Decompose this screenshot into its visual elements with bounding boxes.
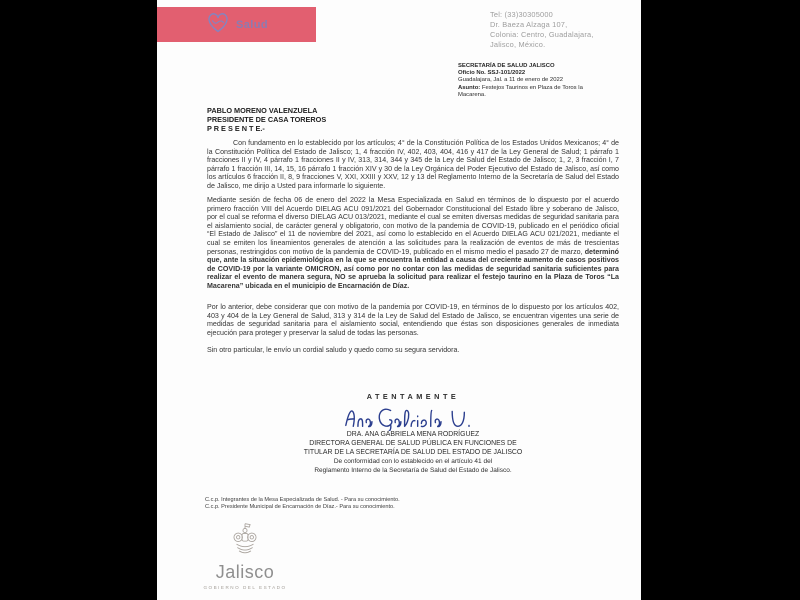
addressee-block	[207, 106, 326, 133]
ccp-block	[205, 497, 400, 511]
oficio-header-block	[458, 63, 606, 99]
contact-address-line: Jalisco, México.	[490, 39, 546, 49]
salud-heart-logo-icon	[205, 10, 231, 39]
paragraph-farewell: Sin otro particular, le envío un cordial saludo y quedo como su segura servidora.	[207, 346, 460, 355]
oficio-date: Guadalajara, Jal. a 11 de enero de 2022	[458, 77, 564, 84]
resolution-text: Mediante sesión de fecha 06 de enero del 2022 la Mesa Especializada en Salud en términos de lo dispuesto por el acuerdo primero fracción VIII del Acuerdo DIELAG ACU 091/2021 del Gobernador Constitucional del Estado libre y soberano de Jalisco, por el cual se reforma el diverso DIELAG ACU 013/2021, mediante el cual se emiten diversas medidas de seguridad sanitaria para el aislamiento social, de carácter general y obligatorio, con motivo de la pandemia de COVID-19, publicado en el periódico oficial “El Estado de Jalisco” el 11 de noviembre del 2021, así como lo establecido en el Acuerdo DIELAG ACU 021/2021, mediante el cual se emiten los lineamientos generales de atención a las solicitudes para la realización de eventos de más de trescientas personas, restringidos con motivo de la pandemia de COVID-19, publicado en el mismo medio el pasado 27 de marzo,	[207, 196, 619, 256]
ccp-line: C.c.p. Integrantes de la Mesa Especializada de Salud. - Para su conocimiento.	[205, 497, 400, 503]
contact-address-line: Colonia: Centro, Guadalajara,	[490, 29, 594, 39]
subject-label: Asunto:	[458, 84, 481, 91]
addressee-presente: P R E S E N T E.-	[207, 124, 265, 133]
oficio-number: Oficio No. SSJ-101/2022	[458, 70, 526, 77]
salutation-atentamente: ATENTAMENTE	[366, 392, 460, 401]
signatory-block	[207, 431, 619, 476]
salud-brand-band	[157, 7, 316, 42]
jalisco-state-logo	[185, 522, 305, 590]
jalisco-wordmark: Jalisco	[215, 562, 275, 582]
signatory-title-1: DIRECTORA GENERAL DE SALUD PÚBLICA EN FUNCIONES DE	[309, 439, 517, 447]
jalisco-tagline: GOBIERNO DEL ESTADO	[203, 585, 287, 590]
contact-info-block	[490, 10, 594, 50]
agency-name: SECRETARÍA DE SALUD JALISCO	[458, 63, 555, 69]
ccp-line: C.c.p. Presidente Municipal de Encarnación de Díaz.- Para su conocimiento.	[205, 504, 395, 511]
addressee-name: PABLO MORENO VALENZUELA	[207, 106, 318, 115]
resolution-denial-bold: determinó que, ante la situación epidemiológica en la que se encuentra la entidad a causa del creciente aumento de casos positivos de COVID-19 por la variante OMICRON, así como por no contar con las medidas de seguridad sanitaria suficientes para realizar el evento de manera segura, NO se aprueba la solicitud para realizar el festejo taurino en la Plaza de Toros “La Macarena” ubicada en el municipio de Encarnación de Díaz.	[207, 247, 619, 290]
addressee-title: PRESIDENTE DE CASA TOREROS	[207, 115, 327, 124]
subject-text: Festejos Taurinos en Plaza de Toros la Macarena.	[458, 84, 583, 98]
salud-logo-wordmark: Salud	[236, 18, 268, 31]
scanned-letter-page	[157, 0, 641, 600]
contact-address-line: Dr. Baeza Alzaga 107,	[490, 19, 568, 29]
paragraph-legal-basis: Con fundamento en lo establecido por los artículos; 4° de la Constitución Política de los Estados Unidos Mexicanos; 4° de la Constitución Política del Estado de Jalisco; 1, 4 fracción IV, 402, 403, 404, 416 y 417 de la Ley General de Salud; 1 párrafo 1 fracciones II y IV, 4 párrafo 1 fracciones II y IV, 313, 314, 344 y 345 de la Ley de Salud del Estado de Jalisco; 1, 2, 3 fracción I, 7 párrafo 1 fracción III, 14, 15, 16 párrafo 1 fracción XIV y 30 de la Ley Orgánica del Poder Ejecutivo del Estado de Jalisco, así como los artículos 6 fracción II, 8, 9 fracciones V, XXI, XXIII y XXV, 12 y 13 del Reglamento Interno de la Secretaría de Salud del Estado de Jalisco, me dirijo a Usted para informarle lo siguiente.	[207, 139, 619, 190]
signatory-name: DRA. ANA GABRIELA MENA RODRÍGUEZ	[346, 431, 480, 438]
oficio-subject	[458, 85, 606, 99]
letter-body	[207, 139, 619, 361]
paragraph-resolution	[207, 196, 619, 290]
contact-phone: Tel: (33)30305000	[490, 10, 553, 19]
signatory-title-2: TITULAR DE LA SECRETARÍA DE SALUD DEL ESTADO DE JALISCO	[303, 448, 523, 456]
signatory-note-1: De conformidad con lo establecido en el artículo 41 del	[333, 457, 493, 465]
paragraph-measures: Por lo anterior, debe considerar que con motivo de la pandemia por COVID-19, en términos de lo dispuesto por los artículos 402, 403 y 404 de la Ley General de Salud, 313 y 314 de la Ley de Salud del Estado de Jalisco, se encuentran vigentes una serie de medidas de seguridad sanitaria para el aislamiento social, entendiendo que éstas son disposiciones generales de inmediata ejecución para proteger y preservar la salud de todas las personas.	[207, 303, 619, 337]
signatory-note-2: Reglamento Interno de la Secretaría de Salud del Estado de Jalisco.	[314, 466, 512, 474]
jalisco-crest-icon	[226, 543, 264, 560]
